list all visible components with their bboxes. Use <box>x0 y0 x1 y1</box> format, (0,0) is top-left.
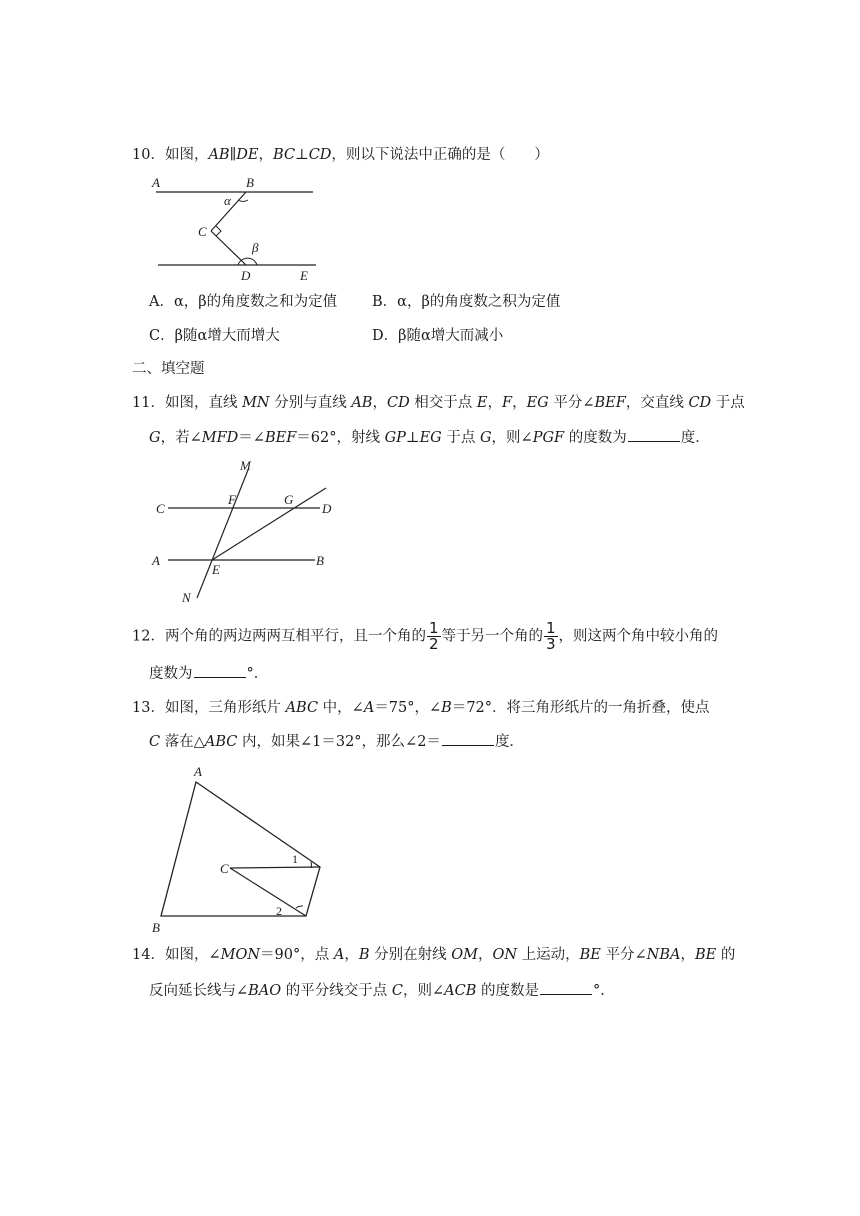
q12-stem-line1: 12．两个角的两边两两互相平行，且一个角的 $\frac{1}{2}$ 等于另一个角的 $\frac{1}{3}$ ，则这两个角中较小角的 <box>132 619 719 653</box>
q10-figure <box>148 172 348 282</box>
section-heading: 二、填空题 <box>132 361 205 377</box>
q10-label-a: A <box>152 175 160 190</box>
q11-stem-line2: G，若∠MFD＝∠BEF＝62°，射线 GP⊥EG 于点 G，则∠PGF 的度数为 度． <box>149 427 710 448</box>
q10-label-d: D <box>241 268 251 283</box>
q13-label-b: B <box>152 920 160 935</box>
q11-label-d: D <box>322 501 332 516</box>
q11-stem-line1: 11．如图，直线 MN 分别与直线 AB，CD 相交于点 E，F，EG 平分∠BEF，交直线 CD 于点 <box>132 395 745 411</box>
q11-label-e: E <box>212 562 220 577</box>
q14-stem-line1: 14．如图，∠MON＝90°，点 A，B 分别在射线 OM，ON 上运动，BE 平分∠NBA，BE 的 <box>132 947 736 963</box>
q11-label-n: N <box>182 590 191 605</box>
q10-option-d: D．β随α增大而减小 <box>372 328 504 344</box>
q13-label-angle1: 1 <box>292 852 298 866</box>
q13-figure <box>148 758 348 938</box>
q11-label-b: B <box>316 553 324 568</box>
q13-label-a: A <box>194 764 202 779</box>
q10-option-b: B．α，β的角度数之积为定值 <box>372 294 561 310</box>
q12-answer-blank <box>194 663 246 678</box>
q14-stem-line2: 反向延长线与∠BAO 的平分线交于点 C，则∠ACB 的度数是 °． <box>149 980 615 1001</box>
q11-label-a: A <box>152 553 160 568</box>
q10-option-a: A．α，β的角度数之和为定值 <box>149 294 338 310</box>
q12-stem-line2: 度数为 °． <box>149 663 268 684</box>
q14-answer-blank <box>540 980 592 995</box>
q10-label-e: E <box>300 268 308 283</box>
q10-label-beta: β <box>252 240 259 255</box>
q13-stem-line2: C 落在△ABC 内，如果∠1＝32°，那么∠2＝ 度． <box>149 731 524 752</box>
q10-option-c: C．β随α增大而增大 <box>149 328 280 344</box>
q11-label-f: F <box>228 492 236 507</box>
q13-label-angle2: 2 <box>276 904 282 918</box>
q10-label-alpha: α <box>224 193 231 208</box>
q12-fraction-third: $\frac{1}{3}$ <box>546 619 556 653</box>
q11-label-m: M <box>240 458 251 473</box>
q13-stem-line1: 13．如图，三角形纸片 ABC 中，∠A＝75°，∠B＝72°．将三角形纸片的一角折叠，使点 <box>132 700 710 716</box>
q13-label-c: C <box>220 861 229 876</box>
q13-answer-blank <box>442 731 494 746</box>
q11-figure <box>150 458 350 608</box>
q10-label-c: C <box>198 224 207 239</box>
q11-label-c: C <box>156 501 165 516</box>
q10-label-b: B <box>246 175 254 190</box>
q10-stem: 10．如图，AB∥DE，BC⊥CD，则以下说法中正确的是（ ） <box>132 147 549 163</box>
q11-answer-blank <box>628 427 680 442</box>
q12-fraction-half: $\frac{1}{2}$ <box>428 619 439 653</box>
q11-label-g: G <box>284 492 294 507</box>
